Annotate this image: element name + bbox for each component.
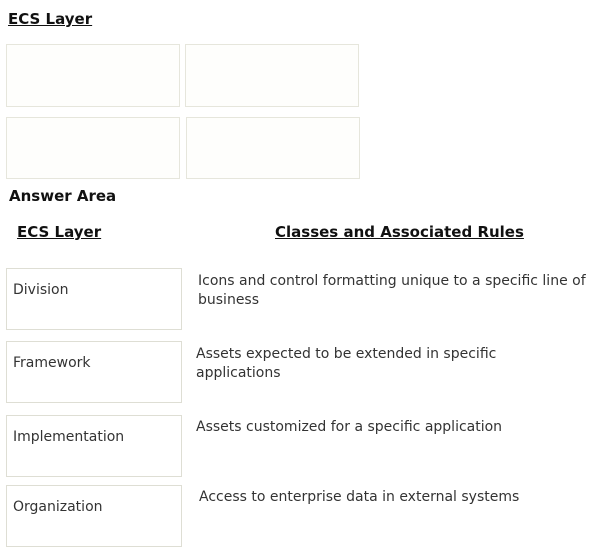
layer-option-framework[interactable]: Framework	[6, 341, 182, 403]
answer-area-title: Answer Area	[9, 187, 117, 205]
rule-text-4: Access to enterprise data in external systems	[199, 489, 520, 505]
drop-slot-1[interactable]	[6, 44, 180, 107]
drop-slot-2[interactable]	[185, 44, 359, 107]
layer-option-implementation[interactable]: Implementation	[6, 415, 182, 477]
ecs-layer-column-header: ECS Layer	[17, 223, 102, 241]
layer-option-division[interactable]: Division	[6, 268, 182, 330]
rule-text-1: Icons and control formatting unique to a specific line of business	[198, 273, 586, 308]
classes-rules-column-header: Classes and Associated Rules	[275, 223, 524, 241]
layer-option-organization[interactable]: Organization	[6, 485, 182, 547]
top-ecs-layer-title: ECS Layer	[8, 10, 93, 28]
drop-slot-3[interactable]	[6, 117, 180, 179]
rule-text-3: Assets customized for a specific application	[196, 419, 503, 435]
drop-slot-4[interactable]	[186, 117, 360, 179]
rule-text-2: Assets expected to be extended in specific applications	[196, 346, 497, 381]
